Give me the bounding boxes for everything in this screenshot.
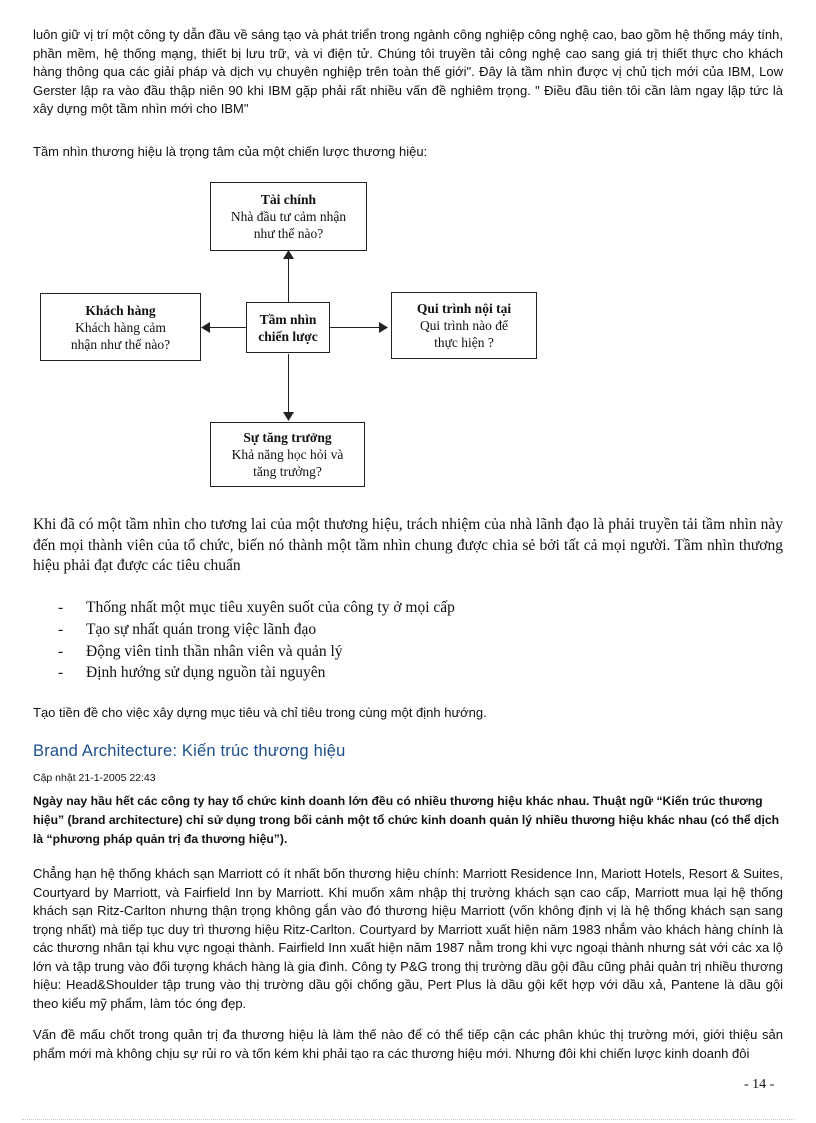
list-dash: - — [58, 664, 64, 682]
section-heading: Brand Architecture: Kiến trúc thương hiệu — [33, 742, 346, 760]
growth-line2: tăng trưởng? — [253, 464, 322, 479]
list-item-text: Định hướng sử dụng nguồn tài nguyên — [86, 664, 326, 682]
arrow-right-head — [379, 322, 388, 333]
arrow-down-line — [288, 354, 289, 414]
box-strategic-vision — [246, 302, 330, 353]
growth-line1: Khả năng học hỏi và — [231, 447, 344, 462]
list-item — [58, 641, 455, 663]
closing-criteria-line: Tạo tiền đề cho việc xây dựng mục tiêu và chỉ tiêu trong cùng một định hướng. — [33, 705, 487, 720]
arrow-left-head — [201, 322, 210, 333]
box-finance — [210, 182, 367, 251]
lead-paragraph: Ngày nay hầu hết các công ty hay tổ chức kinh doanh lớn đều có nhiều thương hiệu khác nhau. Thuật ngữ “Kiến trúc thương hiệu” (brand architecture) chỉ sử dụng trong bối cảnh một tổ chức kinh doanh quản lý nhiều thương hiệu khác nhau (có thể dịch là “phương pháp quản trị đa thương hiệu”). — [33, 794, 780, 846]
page-bottom-divider — [22, 1119, 794, 1120]
finance-line1: Nhà đầu tư cảm nhận — [230, 209, 347, 224]
list-item — [58, 662, 455, 684]
list-dash: - — [58, 642, 64, 660]
customer-line2: nhận như thế nào? — [70, 336, 171, 352]
page-number: - 14 - — [744, 1077, 775, 1092]
multi-brand-key-paragraph: Vấn đề mấu chốt trong quản trị đa thương hiệu là làm thế nào để có thể tiếp cận các phân khúc thị trường mới, giới thiệu sản phẩm mới mà không chịu sự rủi ro và tốn kém khi phải tạo ra các thương hiệu mới. Nhưng đôi khi chiến lược kinh doanh đôi — [33, 1027, 783, 1061]
finance-line2: như thế nào? — [253, 226, 324, 241]
customer-title: Khách hàng — [85, 302, 156, 318]
arrow-right-line — [330, 327, 380, 328]
process-title: Qui trình nội tại — [416, 301, 512, 316]
vision-intro-line: Tầm nhìn thương hiệu là trọng tâm của một chiến lược thương hiệu: — [33, 144, 428, 159]
vision-responsibility-paragraph: Khi đã có một tầm nhìn cho tương lai của một thương hiệu, trách nhiệm của nhà lãnh đạo là phải truyền tải tầm nhìn này đến mọi thành viên của tổ chức, biến nó thành một tầm nhìn chung được chia sẻ bởi tất cả mọi người. Tầm nhìn thương hiệu phải đạt được các tiêu chuẩn — [33, 516, 783, 574]
box-internal-process — [391, 292, 537, 359]
finance-title: Tài chính — [260, 192, 317, 207]
customer-line1: Khách hàng cảm — [75, 319, 166, 335]
list-dash: - — [58, 620, 64, 638]
list-item — [58, 597, 455, 619]
list-dash: - — [58, 599, 64, 616]
brand-vision-diagram — [40, 182, 540, 487]
intro-paragraph: luôn giữ vị trí một công ty dẫn đầu về sáng tạo và phát triển trong ngành công nghiệp công nghệ cao, bao gồm hệ thống máy tính, phần mềm, hệ thống mạng, thiết bị lưu trữ, và vi điện tử. Chúng tôi truyền tải công nghệ cao sang giá trị thiết thực cho khách hàng thông qua các giải pháp và dịch vụ chuyên nghiệp trên toàn thế giới". Đây là tầm nhìn được vị chủ tịch mới của IBM, Low Gerster lập ra vào đầu thập niên 90 khi IBM gặp phải rất nhiều vấn đề nghiêm trọng. " Điều đầu tiên tôi cần làm ngay lập tức là xây dựng một tầm nhìn mới cho IBM" — [33, 27, 783, 116]
arrow-up-head — [283, 250, 294, 259]
list-item-text: Động viên tinh thần nhân viên và quản lý — [86, 642, 343, 660]
criteria-list — [58, 597, 455, 684]
box-growth — [210, 422, 365, 487]
marriott-example-paragraph: Chẳng hạn hệ thống khách sạn Marriott có ít nhất bốn thương hiệu chính: Marriott Residence Inn, Mariott Hotels, Resort & Suites, Courtyard by Marriott, và Fairfield Inn by Marriott. Khi muốn xâm nhập thị trường khách sạn cao cấp, Marriott mua lại hệ thống khách sạn Ritz-Carlton nhưng thận trọng không gắn vào đó thương hiệu Marriott (vốn không định vị là hệ thống khách sạn sang trọng nhất) mà tiếp tục duy trì thương hiệu Ritz-Carlton. Courtyard by Marriott xuất hiện năm 1983 nhắm vào khách hàng chính là các thương nhân tại khu vực ngoại thành. Fairfield Inn xuất hiện năm 1987 nằm trong khi vực ngoại thành nhưng sát với các xa lộ lớn và tập trung vào đối tượng khách hàng là gia đình. Công ty P&G trong thị trường dầu gội đầu cũng phải quản trị nhiều thương hiệu: Head&Shoulder tập trung vào thị trường dầu gội chống gầu, Pert Plus là dầu gội kết hợp với dầu xả, Pantene là dầu gội theo kiểu mỹ phẩm, làm tóc óng đẹp. — [33, 866, 783, 1011]
vision-line1: Tầm nhìn — [259, 311, 317, 327]
box-customer — [40, 293, 201, 361]
arrow-left-line — [208, 327, 246, 328]
vision-line2: chiến lược — [258, 328, 318, 344]
list-item-text: Thống nhất một mục tiêu xuyên suốt của công ty ở mọi cấp — [86, 599, 455, 616]
process-line1: Qui trình nào để — [419, 318, 509, 333]
growth-title: Sự tăng trưởng — [243, 430, 332, 445]
process-line2: thực hiện ? — [434, 335, 494, 350]
list-item — [58, 619, 455, 641]
list-item-text: Tạo sự nhất quán trong việc lãnh đạo — [86, 620, 317, 638]
updated-timestamp: Cập nhật 21-1-2005 22:43 — [33, 772, 156, 784]
arrow-down-head — [283, 412, 294, 421]
